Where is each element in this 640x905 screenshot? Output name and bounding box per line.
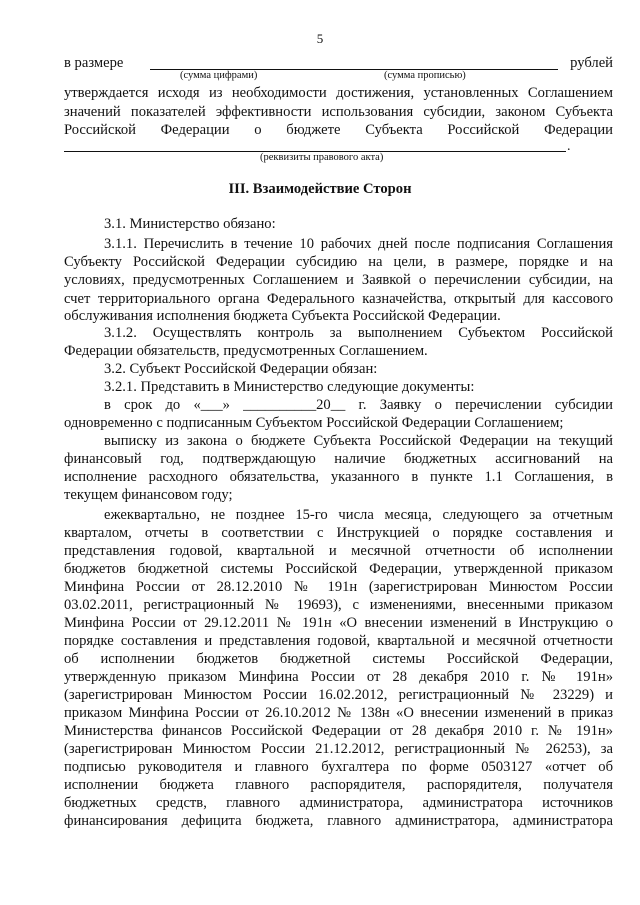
line-end-period: . <box>567 139 571 154</box>
text-line: выписку из закона о бюджете Субъекта Российской Федерации на текущий <box>104 433 613 449</box>
text-line: бюджетов бюджетной системы Российской Федерации, утвержденной приказом <box>64 561 613 577</box>
text-line: ежеквартально, не позднее 15-го числа месяца, следующего за отчетным <box>104 507 613 523</box>
section-title: III. Взаимодействие Сторон <box>228 181 412 197</box>
text-line: финансовый год, подтверждающую наличие бюджетных ассигнований на <box>64 451 613 467</box>
text-line: кварталом, отчеты в соответствии с Инструкцией о порядке составления и <box>64 525 613 541</box>
text-line: Минфина России от 28.12.2010 № 191н (зарегистрирован Минюстом России <box>64 579 613 595</box>
text-line: порядке составления и представления годовой, квартальной и месячной отчетности <box>64 633 613 649</box>
text-line: 3.2.1. Представить в Министерство следующие документы: <box>104 379 475 395</box>
caption-digits: (сумма цифрами) <box>180 70 258 81</box>
caption-words: (сумма прописью) <box>384 70 466 81</box>
text-line: 3.1.1. Перечислить в течение 10 рабочих дней после подписания Соглашения <box>104 236 613 252</box>
text-line: бюджетных средств, главного администратора, администратора источников <box>64 795 613 811</box>
amount-label: в размере <box>64 55 124 71</box>
text-line: 3.2. Субъект Российской Федерации обязан: <box>104 361 378 377</box>
text-line: 03.02.2011, регистрационный № 19693), с изменениями, внесенными приказом <box>64 597 613 613</box>
text-line: Министерства финансов Российской Федерации от 28 декабря 2010 г. № 191н» <box>64 723 613 739</box>
text-line: Субъекту Российской Федерации субсидию на цели, в размере, порядке и на <box>64 254 613 270</box>
text-line: подписью руководителя и главного бухгалтера по форме 0503127 «отчет об <box>64 759 613 775</box>
caption-legal-act: (реквизиты правового акта) <box>260 152 384 163</box>
text-line: одновременно с подписанным Субъектом Российской Федерации Соглашением; <box>64 415 564 431</box>
text-line: финансирования дефицита бюджета, главного администратора, администратора <box>64 813 613 829</box>
rubles-label: рублей <box>570 55 613 71</box>
text-line: 3.1.2. Осуществлять контроль за выполнением Субъектом Российской <box>104 325 613 341</box>
text-line: исполнение расходного обязательства, указанного в пункте 1.1 Соглашения, в <box>64 469 613 485</box>
text-line: утверждается исходя из необходимости достижения, установленных Соглашением <box>64 85 613 101</box>
text-line: об исполнении бюджетов бюджетной системы Российской Федерации, <box>64 651 613 667</box>
text-line: (зарегистрирован Минюстом России 21.12.2012, регистрационный № 26253), за <box>64 741 613 757</box>
text-line: обслуживания исполнения бюджета Субъекта Российской Федерации. <box>64 308 501 324</box>
text-line: Федерации обязательств, предусмотренных Соглашением. <box>64 343 428 359</box>
text-line: представления годовой, квартальной и месячной отчетности об исполнении <box>64 543 613 559</box>
deadline-line: в срок до «___» __________20__ г. Заявку о перечислении субсидии <box>104 397 613 413</box>
text-line: текущем финансовом году; <box>64 487 233 503</box>
text-line: исполнении бюджета главного распорядителя, распорядителя, получателя <box>64 777 613 793</box>
text-line: Минфина России от 29.12.2011 № 191н «О внесении изменений в Инструкцию о <box>64 615 613 631</box>
text-line: условиях, предусмотренных Соглашением и Заявкой о перечислении субсидии, на <box>64 272 613 288</box>
text-line: утвержденную приказом Минфина России от 28 декабря 2010 г. № 191н» <box>64 669 613 685</box>
text-line: (зарегистрирован Минюстом России 16.02.2012, регистрационный № 23229) и <box>64 687 613 703</box>
text-line: Российской Федерации о бюджете Субъекта Российской Федерации <box>64 122 613 138</box>
page-number: 5 <box>316 31 324 46</box>
text-line: 3.1. Министерство обязано: <box>104 216 276 232</box>
text-line: счет территориального органа Федерального казначейства, открытый для кассового <box>64 291 613 307</box>
text-line: приказом Минфина России от 26.10.2012 № 138н «О внесении изменений в приказ <box>64 705 613 721</box>
text-line: значений показателей эффективности использования субсидии, законом Субъекта <box>64 104 613 120</box>
